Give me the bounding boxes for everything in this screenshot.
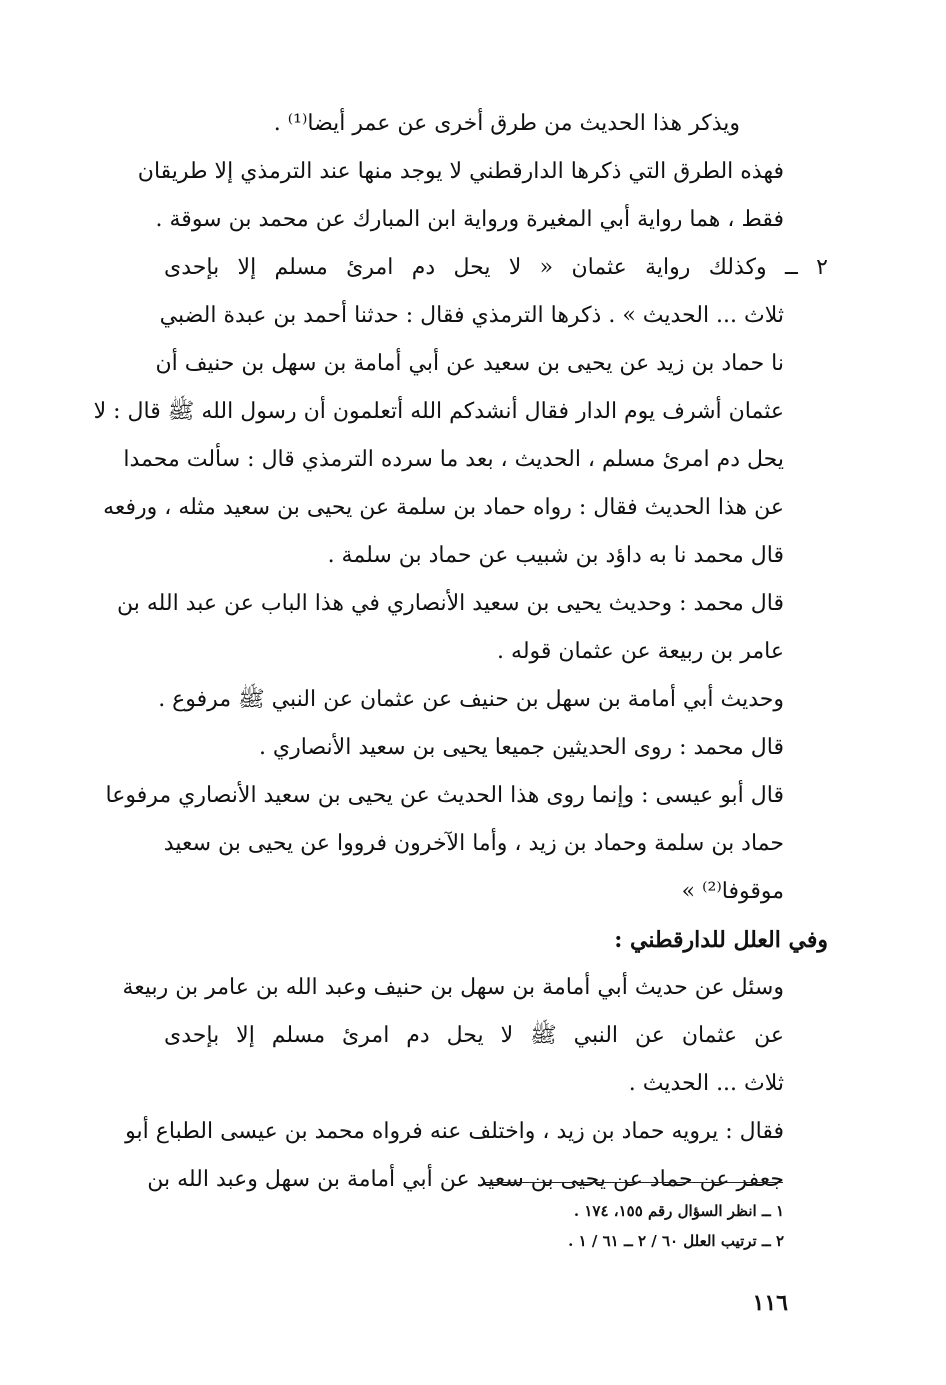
- paragraph-line: قال محمد : وحديث يحيى بن سعيد الأنصاري في هذا الباب عن عبد الله بن: [116, 591, 784, 616]
- paragraph-line: قال محمد : روى الحديثين جميعا يحيى بن سعيد الأنصاري .: [258, 735, 784, 760]
- section-heading: وفي العلل للدارقطني :: [614, 927, 828, 953]
- numbered-item-line: ٢ ــ وكذلك رواية عثمان « لا يحل دم امرئ مسلم إلا بإحدى: [164, 255, 828, 280]
- main-text: [93, 100, 828, 1204]
- paragraph-line: ويذكر هذا الحديث من طرق أخرى عن عمر أيضا⁽¹⁾ .: [273, 111, 740, 136]
- paragraph-line: فهذه الطرق التي ذكرها الدارقطني لا يوجد منها عند الترمذي إلا طريقان: [137, 159, 784, 184]
- paragraph-line: حماد بن سلمة وحماد بن زيد ، وأما الآخرون فرووا عن يحيى بن سعيد: [163, 831, 784, 856]
- paragraph-line: عثمان أشرف يوم الدار فقال أنشدكم الله أتعلمون أن رسول الله ﷺ قال : لا: [93, 399, 784, 424]
- paragraph-line: جعفر عن حماد عن يحيى بن سعيد عن أبي أمامة بن سهل وعبد الله بن: [147, 1167, 784, 1192]
- paragraph-line: عن عثمان عن النبي ﷺ لا يحل دم امرئ مسلم إلا بإحدى: [164, 1023, 784, 1048]
- footnotes: [344, 1196, 784, 1256]
- paragraph-line: ثلاث ... الحديث .: [628, 1071, 784, 1096]
- paragraph-line: قال أبو عيسى : وإنما روى هذا الحديث عن يحيى بن سعيد الأنصاري مرفوعا: [105, 783, 784, 808]
- footnote: ١ ــ انظر السؤال رقم ١٥٥، ١٧٤ .: [573, 1202, 784, 1220]
- footnote: ٢ ــ ترتيب العلل ٦٠ / ٢ ــ ٦١ / ١ .: [568, 1232, 784, 1250]
- paragraph-line: موقوفا⁽²⁾ »: [681, 879, 784, 904]
- paragraph-line: فقط ، هما رواية أبي المغيرة ورواية ابن المبارك عن محمد بن سوقة .: [155, 207, 784, 232]
- paragraph-line: يحل دم امرئ مسلم ، الحديث ، بعد ما سرده الترمذي قال : سألت محمدا: [123, 447, 784, 472]
- paragraph-line: نا حماد بن زيد عن يحيى بن سعيد عن أبي أمامة بن سهل بن حنيف أن: [155, 351, 784, 376]
- paragraph-line: وسئل عن حديث أبي أمامة بن سهل بن حنيف وعبد الله بن عامر بن ربيعة: [122, 975, 784, 1000]
- paragraph-line: عن هذا الحديث فقال : رواه حماد بن سلمة عن يحيى بن سعيد مثله ، ورفعه: [103, 495, 784, 520]
- paragraph-line: ثلاث ... الحديث » . ذكرها الترمذي فقال : حدثنا أحمد بن عبدة الضبي: [159, 303, 784, 328]
- page-number: ١١٦: [752, 1290, 788, 1316]
- paragraph-line: عامر بن ربيعة عن عثمان قوله .: [497, 639, 784, 664]
- paragraph-line: قال محمد نا به داؤد بن شبيب عن حماد بن سلمة .: [327, 543, 784, 568]
- paragraph-line: فقال : يرويه حماد بن زيد ، واختلف عنه فرواه محمد بن عيسى الطباع أبو: [125, 1119, 784, 1144]
- footnote-separator: [485, 1182, 783, 1183]
- paragraph-line: وحديث أبي أمامة بن سهل بن حنيف عن عثمان عن النبي ﷺ مرفوع .: [158, 687, 784, 712]
